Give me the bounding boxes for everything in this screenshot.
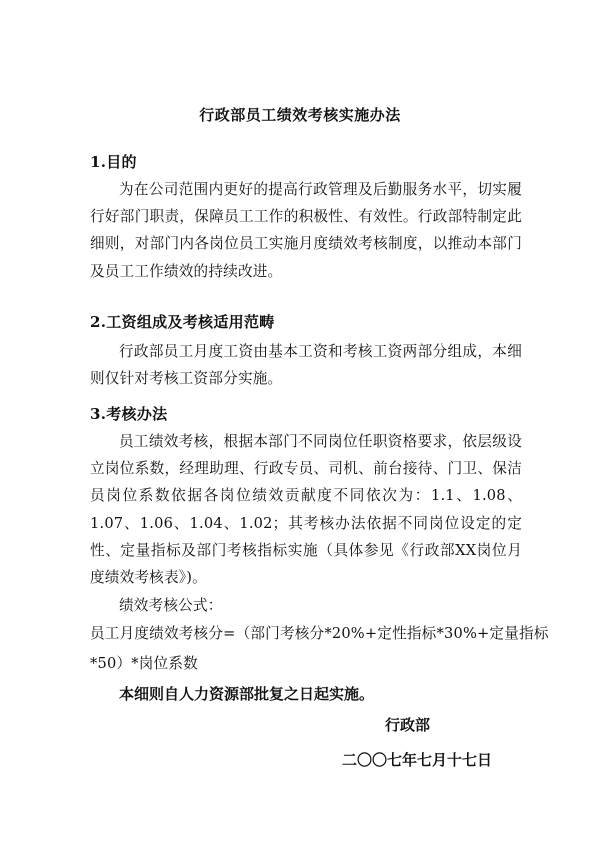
section-body-assessment-method: 员工绩效考核，根据本部门不同岗位任职资格要求，依层级设立岗位系数，经理助理、行政专员、司机、前台接待、门卫、保洁员岗位系数依据各岗位绩效贡献度不同依次为：1.1、1.08、1.07、1.06、1.04、1.02；其考核办法依据不同岗位设定的定性、定量指标及部门考核指标实施（具体参见《行政部XX岗位月度绩效考核表》)。	[90, 433, 522, 587]
section-heading-salary-scope: 2.工资组成及考核适用范畴	[90, 313, 275, 331]
formula-line-2: *50）*岗位系数	[90, 655, 198, 672]
signature-date: 二〇〇七年七月十七日	[342, 751, 493, 769]
document-title: 行政部员工绩效考核实施办法	[199, 106, 401, 124]
section-heading-purpose: 1.目的	[90, 153, 137, 171]
formula-line-1: 员工月度绩效考核分=（部门考核分*20%+定性指标*30%+定量指标	[90, 625, 549, 642]
section-body-salary-scope: 行政部员工月度工资由基本工资和考核工资两部分组成，本细则仅针对考核工资部分实施。	[90, 343, 522, 388]
effective-note: 本细则自人力资源部批复之日起实施。	[119, 685, 375, 703]
section-heading-assessment-method: 3.考核办法	[90, 405, 168, 423]
signature-department: 行政部	[385, 716, 431, 734]
formula-label: 绩效考核公式：	[119, 597, 223, 614]
section-body-purpose: 为在公司范围内更好的提高行政管理及后勤服务水平，切实履行好部门职责，保障员工工作的积极性、有效性。行政部特制定此细则，对部门内各岗位员工实施月度绩效考核制度，以推动本部门及员工工作绩效的持续改进。	[90, 181, 522, 280]
